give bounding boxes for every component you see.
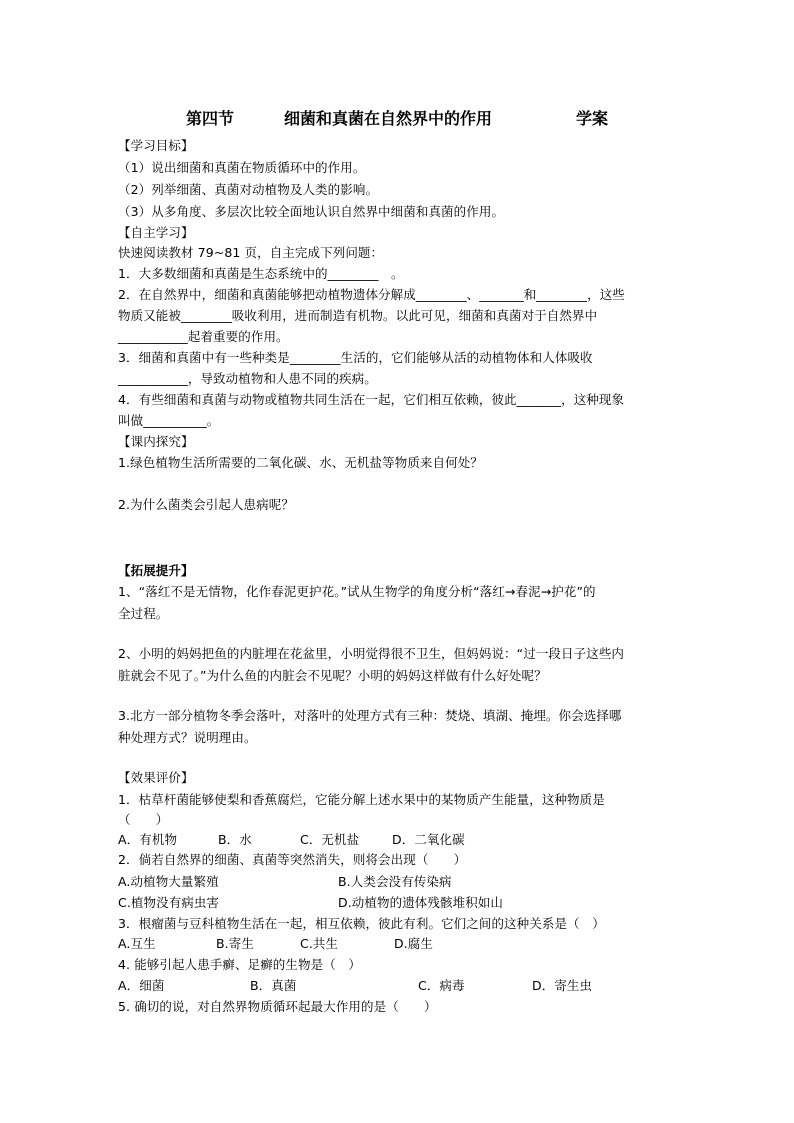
extension-question-2-line-1: 2、小明的妈妈把鱼的内脏埋在花盆里，小明觉得很不卫生，但妈妈说：“过一段日子这些内	[118, 646, 625, 661]
heading-evaluation: 【效果评价】	[118, 770, 194, 785]
option-c: C．无机盐	[300, 832, 360, 847]
title-topic: 细菌和真菌在自然界中的作用	[284, 109, 493, 128]
goal-3: （3）从多角度、多层次比较全面地认识自然界中细菌和真菌的作用。	[118, 204, 505, 219]
option-a: A.动植物大量繁殖	[118, 874, 219, 889]
goal-1: （1）说出细菌和真菌在物质循环中的作用。	[118, 160, 366, 175]
self-question-2-line-3: ___________起着重要的作用。	[118, 329, 289, 344]
eval-question-4: 4. 能够引起人患手癣、足癣的生物是（ ）	[118, 957, 362, 972]
title-section: 第四节	[186, 109, 235, 128]
self-question-2-line-1: 2．在自然界中，细菌和真菌能够把动植物遗体分解成________、_______和________，这些	[118, 287, 625, 302]
self-question-2-line-2: 物质又能被________吸收利用，进而制造有机物。以此可见，细菌和真菌对于自然界中	[118, 308, 598, 323]
option-a: A.互生	[118, 936, 156, 951]
extension-question-3-line-1: 3.北方一部分植物冬季会落叶，对落叶的处理方式有三种：焚烧、填湖、掩埋。你会选择哪	[118, 708, 622, 723]
inquiry-question-2: 2.为什么菌类会引起人患病呢？	[118, 497, 294, 512]
eval-question-2: 2．倘若自然界的细菌、真菌等突然消失，则将会出现（ ）	[118, 852, 467, 867]
option-d: D.动植物的遗体残骸堆积如山	[338, 895, 503, 910]
option-c: C．病毒	[418, 978, 465, 993]
option-c: C.共生	[300, 936, 339, 951]
page-title	[0, 106, 794, 130]
heading-learning-goals: 【学习目标】	[118, 138, 194, 153]
eval-question-1-line-1: 1．枯草杆菌能够使梨和香蕉腐烂，它能分解上述水果中的某物质产生能量，这种物质是	[118, 792, 605, 807]
eval-question-5: 5. 确切的说，对自然界物质循环起最大作用的是（ ）	[118, 999, 437, 1014]
option-b: B.人类会没有传染病	[338, 874, 452, 889]
self-question-4-line-1: 4．有些细菌和真菌与动物或植物共同生活在一起，它们相互依赖，彼此_______，这种现象	[118, 392, 625, 407]
option-b: B．水	[218, 832, 252, 847]
heading-extension: 【拓展提升】	[118, 563, 194, 578]
heading-in-class-inquiry: 【课内探究】	[118, 434, 194, 449]
option-d: D．二氧化碳	[392, 832, 465, 847]
option-c: C.植物没有病虫害	[118, 895, 220, 910]
extension-question-3-line-2: 种处理方式？说明理由。	[118, 730, 257, 745]
option-d: D．寄生虫	[532, 978, 593, 993]
extension-question-1-line-1: 1、“落红不是无情物，化作春泥更护花。”试从生物学的角度分析“落红→春泥→护花”的	[118, 584, 596, 599]
self-study-intro: 快速阅读教材 79~81 页，自主完成下列问题：	[118, 245, 384, 260]
option-d: D.腐生	[394, 936, 433, 951]
goal-2: （2）列举细菌、真菌对动植物及人类的影响。	[118, 182, 379, 197]
extension-question-1-line-2: 全过程。	[118, 606, 169, 621]
option-a: A．细菌	[118, 978, 165, 993]
title-kind: 学案	[576, 109, 609, 128]
heading-self-study: 【自主学习】	[118, 225, 194, 240]
self-question-4-line-2: 叫做__________。	[118, 413, 220, 428]
inquiry-question-1: 1.绿色植物生活所需要的二氧化碳、水、无机盐等物质来自何处？	[118, 455, 483, 470]
eval-question-3: 3．根瘤菌与豆科植物生活在一起，相互依赖，彼此有利。它们之间的这种关系是（ ）	[118, 916, 605, 931]
option-a: A．有机物	[118, 832, 178, 847]
self-question-1: 1．大多数细菌和真菌是生态系统中的________ 。	[118, 266, 404, 281]
option-b: B．真菌	[250, 978, 297, 993]
self-question-3-line-1: 3．细菌和真菌中有一些种类是________生活的，它们能够从活的动植物体和人体吸收	[118, 350, 593, 365]
eval-question-1-line-2: （ ）	[118, 812, 169, 827]
option-b: B.寄生	[216, 936, 254, 951]
extension-question-2-line-2: 脏就会不见了。”为什么鱼的内脏会不见呢？小明的妈妈这样做有什么好处呢？	[118, 668, 547, 683]
self-question-3-line-2: ___________，导致动植物和人患不同的疾病。	[118, 371, 377, 386]
